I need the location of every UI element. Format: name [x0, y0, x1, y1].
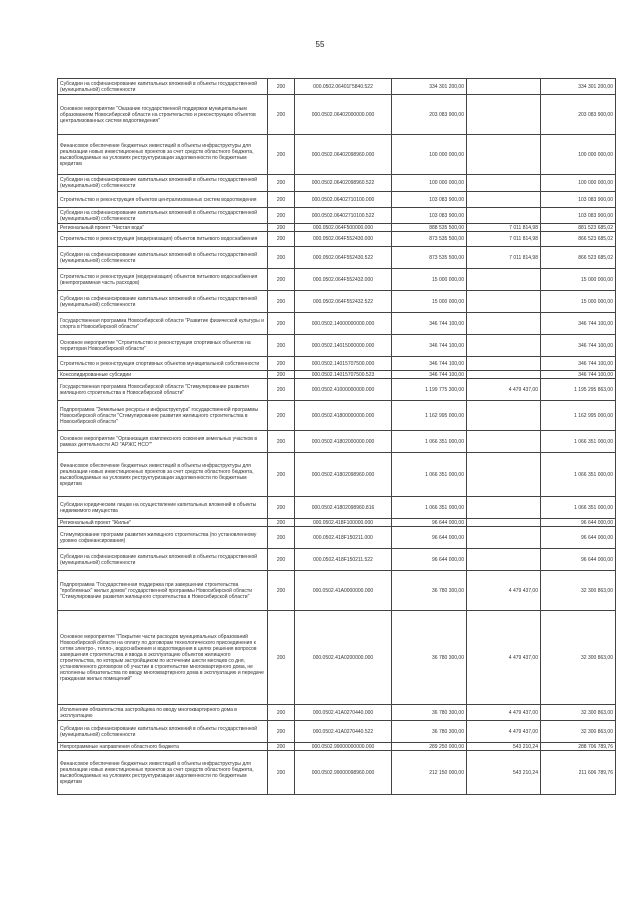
row-name: Непрограммные направления областного бюджета [58, 743, 268, 751]
row-total: 32 300 863,00 [541, 611, 616, 705]
row-code: 200 [268, 751, 295, 795]
row-federal: 7 011 814,98 [467, 224, 541, 232]
row-code: 200 [268, 269, 295, 291]
row-federal [467, 335, 541, 357]
budget-table [57, 78, 616, 795]
row-kbk: 000.0502.06402098960.000 [295, 135, 392, 175]
row-name: Строительство и реконструкция объектов централизованных систем водоотведения [58, 192, 268, 208]
row-total: 346 744 100,00 [541, 371, 616, 379]
row-name: Субсидии на софинансирование капитальных вложений в объекты государственной (муниципальной) собственности [58, 721, 268, 743]
table-row [58, 232, 616, 247]
row-name: Строительство и реконструкция спортивных объектов муниципальной собственности [58, 357, 268, 371]
row-federal [467, 519, 541, 527]
row-name: Государственная программа Новосибирской области "Развитие физической культуры и спорта в Новосибирской области" [58, 313, 268, 335]
row-kbk: 000.0502.14015707500.523 [295, 371, 392, 379]
row-amount: 36 780 300,00 [392, 721, 467, 743]
row-total: 32 300 863,00 [541, 721, 616, 743]
row-amount: 334 301 200,00 [392, 79, 467, 95]
table-row [58, 721, 616, 743]
row-name: Подпрограмма "Государственная поддержка при завершении строительства "проблемных" жилых домов" государственной программы Новосибирской области "Стимулирование развития жилищного строительства в Новосибирской области" [58, 571, 268, 611]
row-name: Основное мероприятие "Покрытие части расходов муниципальных образований Новосибирской области на оплату по договорам технологического присоединения к сетям электро-, тепло-, водоснабжения и водоотведения в целях решения вопросов завершения строительства и ввода в эксплуатацию объектов жилищного строительства, по которым застройщиком по истечении шести месяцев со дня, установленного договором об участии в строительстве многоквартирного дома, не исполнены обязательства по вводу многоквартирного дома в эксплуатацию и передаче гражданам жилых помещений" [58, 611, 268, 705]
row-kbk: 000.0502.418F150211.000 [295, 527, 392, 549]
row-total: 32 300 863,00 [541, 571, 616, 611]
row-kbk: 000.0502.064F552430.522 [295, 247, 392, 269]
row-code: 200 [268, 208, 295, 224]
table-row [58, 371, 616, 379]
row-amount: 346 744 100,00 [392, 335, 467, 357]
row-code: 200 [268, 192, 295, 208]
row-kbk: 000.0502.41А0200000.000 [295, 611, 392, 705]
row-amount: 36 780 300,00 [392, 611, 467, 705]
row-code: 200 [268, 401, 295, 431]
row-federal [467, 453, 541, 497]
row-federal [467, 175, 541, 192]
row-amount: 873 535 500,00 [392, 232, 467, 247]
row-federal [467, 527, 541, 549]
table-row [58, 431, 616, 453]
table-row [58, 497, 616, 519]
table-row [58, 751, 616, 795]
row-name: Субсидии юридическим лицам на осуществление капитальных вложений в объекты недвижимого имущества [58, 497, 268, 519]
table-row [58, 79, 616, 95]
row-total: 103 083 900,00 [541, 208, 616, 224]
row-name: Основное мероприятие "Оказание государственной поддержки муниципальным образованиям Новосибирской области на строительство и реконструкцию объектов централизованных систем водоотведения" [58, 95, 268, 135]
row-amount: 96 644 000,00 [392, 527, 467, 549]
table-row [58, 357, 616, 371]
row-total: 288 706 789,76 [541, 743, 616, 751]
table-row [58, 705, 616, 721]
row-name: Субсидии на софинансирование капитальных вложений в объекты государственной (муниципальной) собственности [58, 208, 268, 224]
row-total: 100 000 000,00 [541, 135, 616, 175]
row-total: 334 301 200,00 [541, 79, 616, 95]
row-name: Строительство и реконструкция (модернизация) объектов питьевого водоснабжения (внепрограммная часть расходов) [58, 269, 268, 291]
row-federal [467, 95, 541, 135]
row-kbk: 000.0502.41000000000.000 [295, 379, 392, 401]
table-row [58, 401, 616, 431]
row-total: 1 195 295 863,00 [541, 379, 616, 401]
row-name: Стимулирование программ развития жилищного строительства (по установленному уровню софинансирования) [58, 527, 268, 549]
table-row [58, 175, 616, 192]
row-amount: 346 744 100,00 [392, 371, 467, 379]
row-kbk: 000.0502.41802000000.000 [295, 431, 392, 453]
row-name: Основное мероприятие "Организация комплексного освоения земельных участков в рамках деятельности АО "АРЖС НСО"" [58, 431, 268, 453]
row-kbk: 000.0502.418F150211.522 [295, 549, 392, 571]
row-name: Государственная программа Новосибирской области "Стимулирование развития жилищного строительства в Новосибирской области" [58, 379, 268, 401]
row-code: 200 [268, 721, 295, 743]
row-total: 1 066 351 000,00 [541, 497, 616, 519]
row-federal: 4 479 437,00 [467, 571, 541, 611]
row-code: 200 [268, 571, 295, 611]
row-kbk: 000.0502.41802098960.000 [295, 453, 392, 497]
row-amount: 36 780 300,00 [392, 705, 467, 721]
row-code: 200 [268, 371, 295, 379]
row-amount: 103 083 900,00 [392, 208, 467, 224]
row-total: 866 523 685,02 [541, 247, 616, 269]
table-row [58, 313, 616, 335]
row-total: 881 523 685,02 [541, 224, 616, 232]
row-amount: 100 000 000,00 [392, 175, 467, 192]
row-federal [467, 291, 541, 313]
row-kbk: 000.0502.06402098960.522 [295, 175, 392, 192]
row-federal [467, 79, 541, 95]
row-code: 200 [268, 705, 295, 721]
row-total: 96 644 000,00 [541, 519, 616, 527]
row-total: 1 162 995 000,00 [541, 401, 616, 431]
row-kbk: 000.0502.41А0270440.522 [295, 721, 392, 743]
row-kbk: 000.0502.06402710100.000 [295, 192, 392, 208]
row-total: 32 300 863,00 [541, 705, 616, 721]
row-name: Региональный проект "Чистая вода" [58, 224, 268, 232]
row-code: 200 [268, 357, 295, 371]
table-row [58, 335, 616, 357]
table-row [58, 269, 616, 291]
row-federal [467, 497, 541, 519]
row-kbk: 000.0502.064F552430.000 [295, 232, 392, 247]
row-amount: 36 780 300,00 [392, 571, 467, 611]
row-federal: 543 210,24 [467, 751, 541, 795]
row-code: 200 [268, 79, 295, 95]
row-name: Консолидированные субсидии [58, 371, 268, 379]
row-amount: 212 150 000,00 [392, 751, 467, 795]
row-code: 200 [268, 527, 295, 549]
row-name: Финансовое обеспечение бюджетных инвестиций в объекты инфраструктуры для реализации новых инвестиционных проектов за счет средств областного бюджета, высвобождаемых на условиях реструктуризации задолженности по бюджетным кредитам [58, 135, 268, 175]
row-total: 346 744 100,00 [541, 335, 616, 357]
row-total: 1 066 351 000,00 [541, 431, 616, 453]
row-name: Строительство и реконструкция (модернизация) объектов питьевого водоснабжения [58, 232, 268, 247]
row-federal [467, 313, 541, 335]
table-row [58, 224, 616, 232]
row-federal: 4 479 437,00 [467, 379, 541, 401]
row-code: 200 [268, 291, 295, 313]
row-total: 203 083 900,00 [541, 95, 616, 135]
table-row [58, 549, 616, 571]
row-name: Финансовое обеспечение бюджетных инвестиций в объекты инфраструктуры для реализации новых инвестиционных проектов за счет средств областного бюджета, высвобождаемых на условиях реструктуризации задолженности по бюджетным кредитам [58, 751, 268, 795]
page-number: 55 [315, 40, 325, 49]
row-amount: 15 000 000,00 [392, 269, 467, 291]
row-code: 200 [268, 232, 295, 247]
row-federal: 7 011 814,98 [467, 247, 541, 269]
row-amount: 103 083 900,00 [392, 192, 467, 208]
row-code: 200 [268, 611, 295, 705]
row-total: 1 066 351 000,00 [541, 453, 616, 497]
table-row [58, 453, 616, 497]
row-code: 200 [268, 431, 295, 453]
row-amount: 203 083 900,00 [392, 95, 467, 135]
row-kbk: 000.0502.064F552432.000 [295, 269, 392, 291]
row-federal: 4 479 437,00 [467, 705, 541, 721]
table-row [58, 571, 616, 611]
row-amount: 96 644 000,00 [392, 549, 467, 571]
row-total: 96 644 000,00 [541, 549, 616, 571]
row-total: 15 000 000,00 [541, 269, 616, 291]
row-kbk: 000.0502.14015707500.000 [295, 357, 392, 371]
row-federal: 7 011 814,98 [467, 232, 541, 247]
table-row [58, 611, 616, 705]
row-kbk: 000.0502.064F552432.522 [295, 291, 392, 313]
row-code: 200 [268, 497, 295, 519]
row-code: 200 [268, 549, 295, 571]
row-code: 200 [268, 453, 295, 497]
row-amount: 1 066 351 000,00 [392, 453, 467, 497]
row-federal [467, 269, 541, 291]
row-kbk: 000.0502.99000098960.000 [295, 751, 392, 795]
row-name: Региональный проект "Жилье" [58, 519, 268, 527]
row-federal [467, 208, 541, 224]
row-kbk: 000.0502.418F100000.000 [295, 519, 392, 527]
table-row [58, 192, 616, 208]
row-total: 96 644 000,00 [541, 527, 616, 549]
row-name: Подпрограмма "Земельные ресурсы и инфраструктура" государственной программы Новосибирской области "Стимулирование развития жилищного строительства в Новосибирской области" [58, 401, 268, 431]
row-amount: 1 199 775 300,00 [392, 379, 467, 401]
row-kbk: 000.0502.06401Г5840.522 [295, 79, 392, 95]
row-federal: 543 210,24 [467, 743, 541, 751]
table-row [58, 527, 616, 549]
row-kbk: 000.0502.06402710100.522 [295, 208, 392, 224]
row-code: 200 [268, 313, 295, 335]
row-name: Субсидии на софинансирование капитальных вложений в объекты государственной (муниципальной) собственности [58, 549, 268, 571]
row-name: Исполнение обязательства застройщика по вводу многоквартирного дома в эксплуатацию [58, 705, 268, 721]
row-kbk: 000.0502.06402000000.000 [295, 95, 392, 135]
row-amount: 96 644 000,00 [392, 519, 467, 527]
row-amount: 15 000 000,00 [392, 291, 467, 313]
table-row [58, 135, 616, 175]
row-code: 200 [268, 95, 295, 135]
table-row [58, 208, 616, 224]
row-federal [467, 357, 541, 371]
row-name: Субсидии на софинансирование капитальных вложений в объекты государственной (муниципальной) собственности [58, 247, 268, 269]
row-federal [467, 135, 541, 175]
row-name: Основное мероприятие "Строительство и реконструкция спортивных объектов на территории Новосибирской области" [58, 335, 268, 357]
row-code: 200 [268, 335, 295, 357]
row-federal [467, 371, 541, 379]
row-kbk: 000.0502.41802098960.816 [295, 497, 392, 519]
row-amount: 289 250 000,00 [392, 743, 467, 751]
row-kbk: 000.0502.064F500000.000 [295, 224, 392, 232]
row-kbk: 000.0502.14000000000.000 [295, 313, 392, 335]
row-name: Субсидии на софинансирование капитальных вложений в объекты государственной (муниципальной) собственности [58, 291, 268, 313]
table-row [58, 519, 616, 527]
row-code: 200 [268, 379, 295, 401]
row-amount: 1 162 995 000,00 [392, 401, 467, 431]
row-code: 200 [268, 743, 295, 751]
table-row [58, 291, 616, 313]
table-row [58, 95, 616, 135]
row-code: 200 [268, 519, 295, 527]
row-total: 15 000 000,00 [541, 291, 616, 313]
row-total: 346 744 100,00 [541, 313, 616, 335]
row-code: 200 [268, 175, 295, 192]
row-kbk: 000.0502.41А0000000.000 [295, 571, 392, 611]
row-name: Субсидии на софинансирование капитальных вложений в объекты государственной (муниципальной) собственности [58, 79, 268, 95]
row-code: 200 [268, 135, 295, 175]
row-kbk: 000.0502.99000000000.000 [295, 743, 392, 751]
row-amount: 100 000 000,00 [392, 135, 467, 175]
row-federal [467, 549, 541, 571]
table-row [58, 247, 616, 269]
row-amount: 346 744 100,00 [392, 357, 467, 371]
row-federal [467, 401, 541, 431]
row-amount: 346 744 100,00 [392, 313, 467, 335]
row-name: Субсидии на софинансирование капитальных вложений в объекты государственной (муниципальной) собственности [58, 175, 268, 192]
row-code: 200 [268, 224, 295, 232]
row-name: Финансовое обеспечение бюджетных инвестиций в объекты инфраструктуры для реализации новых инвестиционных проектов за счет средств областного бюджета, высвобождаемых на условиях реструктуризации задолженности по бюджетным кредитам [58, 453, 268, 497]
row-total: 346 744 100,00 [541, 357, 616, 371]
row-total: 211 606 789,76 [541, 751, 616, 795]
row-total: 103 083 900,00 [541, 192, 616, 208]
row-amount: 873 535 500,00 [392, 247, 467, 269]
row-kbk: 000.0502.14015000000.000 [295, 335, 392, 357]
row-federal [467, 431, 541, 453]
row-kbk: 000.0502.41800000000.000 [295, 401, 392, 431]
row-federal [467, 192, 541, 208]
row-federal: 4 479 437,00 [467, 721, 541, 743]
row-federal: 4 479 437,00 [467, 611, 541, 705]
row-amount: 1 066 351 000,00 [392, 431, 467, 453]
table-row [58, 743, 616, 751]
row-amount: 888 535 500,00 [392, 224, 467, 232]
row-total: 866 523 685,02 [541, 232, 616, 247]
row-kbk: 000.0502.41А0270440.000 [295, 705, 392, 721]
row-amount: 1 066 351 000,00 [392, 497, 467, 519]
budget-table-body [58, 79, 616, 795]
row-total: 100 000 000,00 [541, 175, 616, 192]
table-row [58, 379, 616, 401]
row-code: 200 [268, 247, 295, 269]
